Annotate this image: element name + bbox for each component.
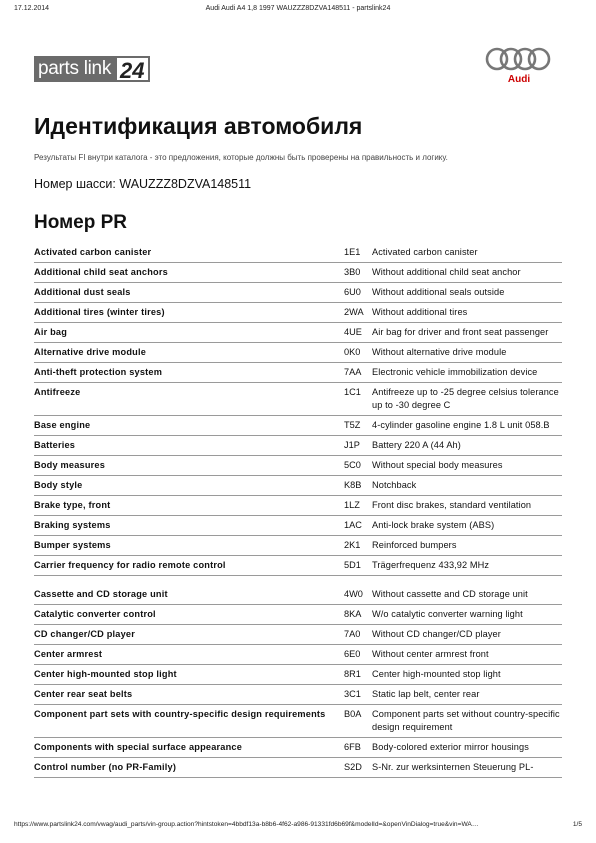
pr-family: Center high-mounted stop light xyxy=(34,669,177,679)
page-title: Идентификация автомобиля xyxy=(34,113,363,139)
pr-code: J1P xyxy=(344,440,360,450)
pr-code: K8B xyxy=(344,480,362,490)
table-row xyxy=(34,738,562,758)
pr-code: T5Z xyxy=(344,420,361,430)
pr-code: 5C0 xyxy=(344,460,361,470)
page-subtitle: Результаты FI внутри каталога - это предложения, которые должны быть проверены на правильность и логику. xyxy=(34,153,448,162)
pr-description: Without additional seals outside xyxy=(372,287,505,297)
pr-code: 7A0 xyxy=(344,629,361,639)
pr-family: Air bag xyxy=(34,327,68,337)
pr-code: 0K0 xyxy=(344,347,361,357)
table-row xyxy=(34,625,562,645)
pr-family: Control number (no PR-Family) xyxy=(34,762,177,772)
table-row xyxy=(34,416,562,436)
pr-code: 8KA xyxy=(344,609,362,619)
pr-code: 2WA xyxy=(344,307,364,317)
pr-code: 4W0 xyxy=(344,589,363,599)
pr-family: Alternative drive module xyxy=(34,347,147,357)
pr-family: Additional dust seals xyxy=(34,287,131,297)
pr-family: CD changer/CD player xyxy=(34,629,136,639)
pr-code: 6FB xyxy=(344,742,361,752)
pr-description: Without special body measures xyxy=(372,460,503,470)
pr-code: 6U0 xyxy=(344,287,361,297)
pr-description: Battery 220 A (44 Ah) xyxy=(372,440,461,450)
pr-family: Bumper systems xyxy=(34,540,111,550)
table-row xyxy=(34,243,562,263)
table-row xyxy=(34,536,562,556)
pr-description: Reinforced bumpers xyxy=(372,540,457,550)
table-row xyxy=(34,456,562,476)
pr-code: 2K1 xyxy=(344,540,361,550)
table-row xyxy=(34,263,562,283)
pr-description: Without alternative drive module xyxy=(372,347,507,357)
pr-code: 4UE xyxy=(344,327,362,337)
table-row xyxy=(34,645,562,665)
table-row xyxy=(34,323,562,343)
pr-code: 1C1 xyxy=(344,387,361,397)
pr-code: 7AA xyxy=(344,367,362,377)
pr-family: Activated carbon canister xyxy=(34,247,152,257)
logo-text: parts link xyxy=(34,56,117,82)
pr-code: 5D1 xyxy=(344,560,361,570)
pr-description: Without additional child seat anchor xyxy=(372,267,521,277)
logo-number: 24 xyxy=(117,56,149,82)
print-footer xyxy=(14,821,582,828)
pr-description: W/o catalytic converter warning light xyxy=(372,609,523,619)
table-row xyxy=(34,705,562,738)
pr-family: Catalytic converter control xyxy=(34,609,156,619)
table-row xyxy=(34,556,562,576)
table-row xyxy=(34,303,562,323)
table-row xyxy=(34,476,562,496)
pr-family: Anti-theft protection system xyxy=(34,367,163,377)
pr-family: Component part sets with country-specific design requirements xyxy=(34,709,326,719)
table-row xyxy=(34,665,562,685)
pr-description: Antifreeze up to -25 degree celsius tolerance up to -30 degree C xyxy=(372,387,559,410)
table-row xyxy=(34,436,562,456)
table-row xyxy=(34,605,562,625)
pr-description: Air bag for driver and front seat passenger xyxy=(372,327,549,337)
table-row xyxy=(34,685,562,705)
pr-description: Without CD changer/CD player xyxy=(372,629,501,639)
pr-code: 3B0 xyxy=(344,267,361,277)
print-date: 17.12.2014 xyxy=(14,5,50,12)
pr-family: Antifreeze xyxy=(34,387,81,397)
pr-description: Body-colored exterior mirror housings xyxy=(372,742,529,752)
pr-description: Without center armrest front xyxy=(372,649,489,659)
pr-description: Front disc brakes, standard ventilation xyxy=(372,500,532,510)
table-row xyxy=(34,585,562,605)
pr-code: S2D xyxy=(344,762,362,772)
pr-code: 1AC xyxy=(344,520,362,530)
pr-family: Batteries xyxy=(34,440,76,450)
audi-logo xyxy=(484,46,554,85)
pr-code: 6E0 xyxy=(344,649,361,659)
pr-description: Without additional tires xyxy=(372,307,468,317)
pr-family: Body measures xyxy=(34,460,106,470)
table-row xyxy=(34,383,562,416)
pr-description: Component parts set without country-specific design requirement xyxy=(372,709,560,732)
pr-family: Body style xyxy=(34,480,83,490)
pr-description: Anti-lock brake system (ABS) xyxy=(372,520,495,530)
pr-family: Center rear seat belts xyxy=(34,689,133,699)
audi-wordmark: Audi xyxy=(507,74,531,85)
pr-family: Brake type, front xyxy=(34,500,111,510)
print-title: Audi Audi A4 1,8 1997 WAUZZZ8DZVA148511 - partslink24 xyxy=(205,5,391,12)
table-row xyxy=(34,363,562,383)
pr-code: 8R1 xyxy=(344,669,361,679)
pr-description: Activated carbon canister xyxy=(372,247,478,257)
footer-url: https://www.partslink24.com/vwag/audi_parts/vin-group.action?hintstoken=4bbdf13a-b8b6-4f62-a986-91331fd6b69f&modelId=&openVinDialog=true&vin=WA… xyxy=(14,821,479,828)
table-row xyxy=(34,758,562,778)
chassis-number: Номер шасси: WAUZZZ8DZVA148511 xyxy=(34,177,252,191)
pr-family: Additional child seat anchors xyxy=(34,267,168,277)
partslink24-logo[interactable] xyxy=(34,56,150,82)
pr-family: Components with special surface appearance xyxy=(34,742,243,752)
pr-description: S-Nr. zur werksinternen Steuerung PL- xyxy=(372,762,534,772)
pr-description: 4-cylinder gasoline engine 1.8 L unit 058.B xyxy=(372,420,550,430)
pr-family: Center armrest xyxy=(34,649,103,659)
audi-rings-icon xyxy=(484,46,554,72)
pr-family: Carrier frequency for radio remote control xyxy=(34,560,226,570)
pr-code: 1E1 xyxy=(344,247,361,257)
pr-description: Notchback xyxy=(372,480,417,490)
pr-table xyxy=(34,243,562,778)
table-row xyxy=(34,516,562,536)
pr-family: Base engine xyxy=(34,420,91,430)
pr-family: Cassette and CD storage unit xyxy=(34,589,168,599)
pr-family: Additional tires (winter tires) xyxy=(34,307,165,317)
page-number: 1/5 xyxy=(572,821,582,828)
pr-description: Center high-mounted stop light xyxy=(372,669,501,679)
pr-code: B0A xyxy=(344,709,362,719)
pr-family: Braking systems xyxy=(34,520,111,530)
table-row xyxy=(34,343,562,363)
pr-description: Without cassette and CD storage unit xyxy=(372,589,528,599)
table-row xyxy=(34,496,562,516)
pr-description: Trägerfrequenz 433,92 MHz xyxy=(372,560,490,570)
pr-code: 3C1 xyxy=(344,689,361,699)
pr-code: 1LZ xyxy=(344,500,360,510)
table-row xyxy=(34,283,562,303)
pr-description: Static lap belt, center rear xyxy=(372,689,480,699)
section-title: Номер PR xyxy=(34,212,127,233)
pr-description: Electronic vehicle immobilization device xyxy=(372,367,538,377)
